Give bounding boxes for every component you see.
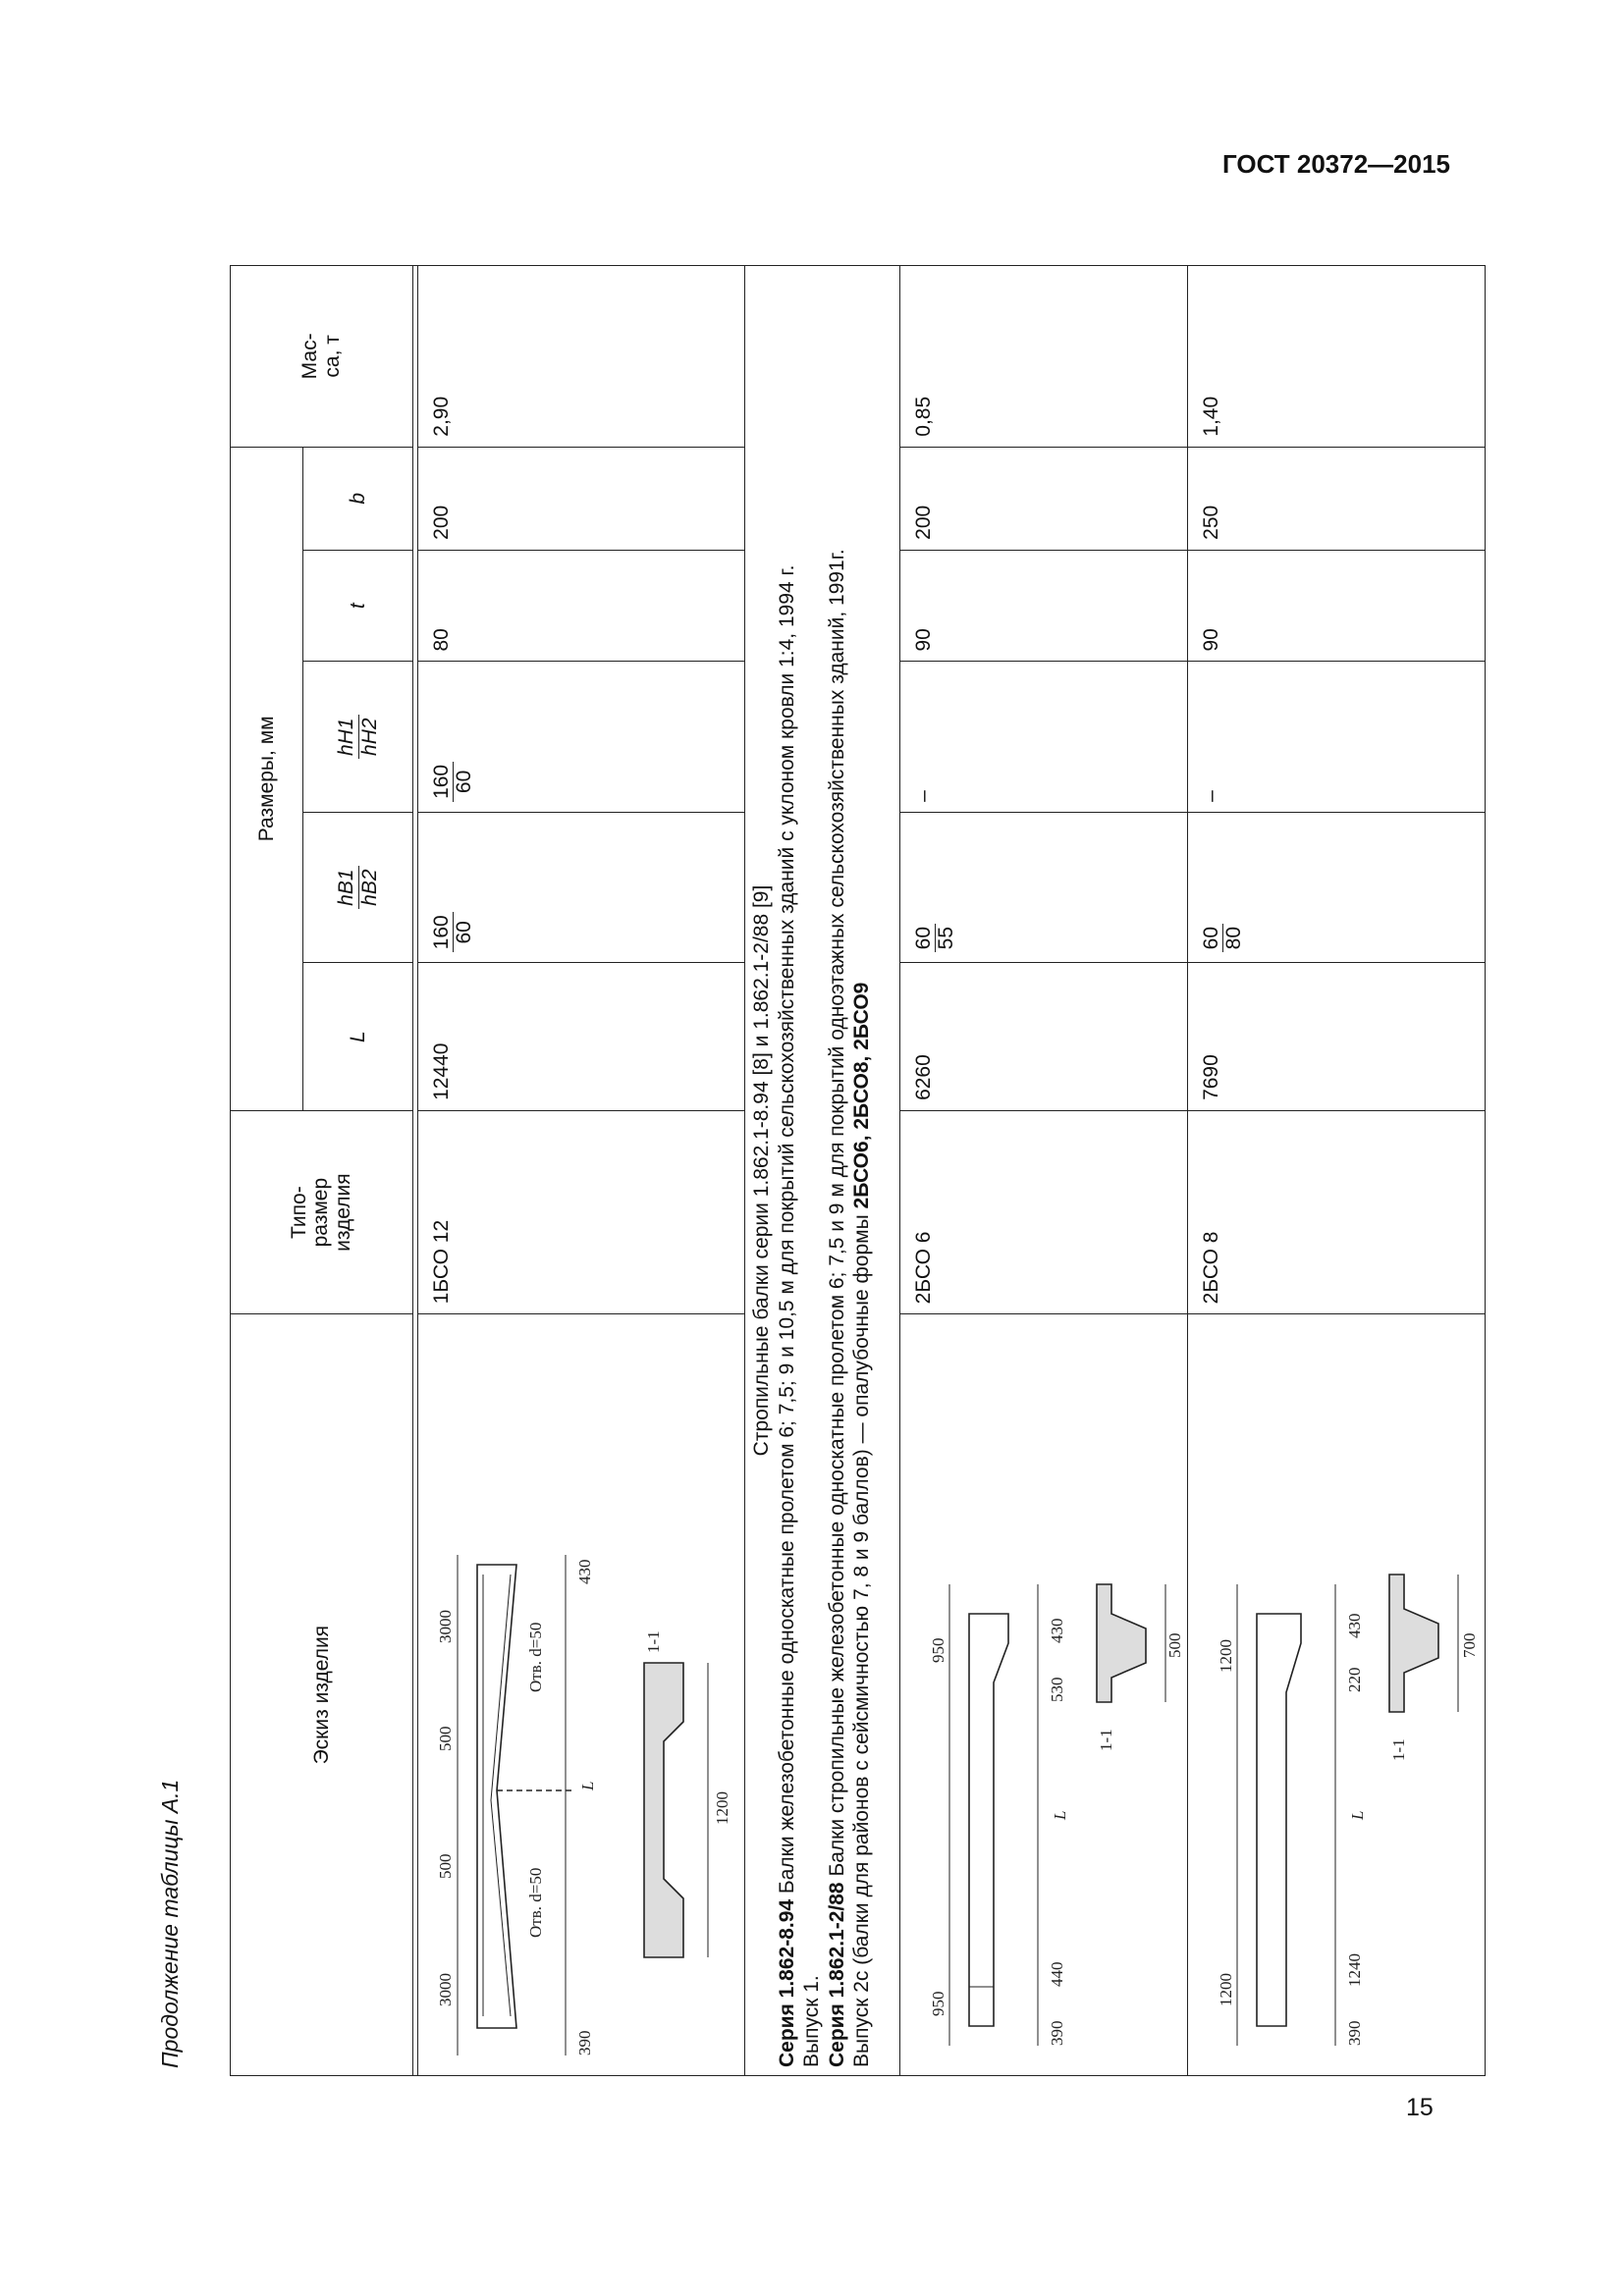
table-row [900,266,1188,2076]
b-cell: 200 [418,447,745,550]
col-header-dimensions: Размеры, мм [231,447,303,1110]
beam-sketch-2bso8 [1188,1539,1479,2075]
t-cell: 90 [900,550,1188,662]
sketch-cell-2bso6 [900,1314,1188,2076]
dim-label: 220 [1345,1667,1364,1692]
header-row-1 [231,266,303,2076]
beam-outline [1257,1614,1301,2026]
beam-outline [969,1614,1008,2026]
series-line-2: Выпуск 1. [800,1975,824,2067]
dim-label: 950 [929,1637,947,1663]
mass-cell: 1,40 [1188,266,1486,448]
table-row [418,266,745,2076]
section-1-1 [1097,1584,1146,1702]
section-1-1 [1389,1575,1438,1712]
dim-label: 1240 [1345,1953,1364,1987]
hole-label: Отв. d=50 [526,1867,545,1938]
hB-cell: 60 55 [900,812,1188,962]
dim-label: 3000 [436,1973,455,2006]
dim-label: 500 [436,1853,455,1879]
document-code: ГОСТ 20372—2015 [1222,149,1450,179]
sketch-cell-2bso8 [1188,1314,1486,2076]
col-header-sketch: Эскиз изделия [231,1314,413,2076]
col-header-b: b [303,447,413,550]
dim-label: 430 [575,1559,594,1584]
type-cell: 2БСО 8 [1188,1110,1486,1313]
series-line-3: Серия 1.862.1-2/88 Балки стропильные железобетонные односкатные пролетом 6; 7,5 и 9 м для покрытий одноэтажных сельскохозяйственных зданий, 1991г. [825,549,848,2067]
dim-label: 950 [929,1991,947,2016]
L-cell: 12440 [418,963,745,1111]
section-label: 1-1 [1097,1729,1115,1751]
dim-label: 3000 [436,1610,455,1643]
col-header-hB: hB1 hB2 [303,812,413,962]
section-width: 700 [1460,1632,1479,1658]
mass-cell: 2,90 [418,266,745,448]
beam-sketch-2bso6 [900,1539,1184,2075]
dim-label: 440 [1048,1961,1066,1987]
L-cell: 7690 [1188,963,1486,1111]
hole-label: Отв. d=50 [526,1622,545,1692]
length-label: L [1051,1810,1069,1820]
dim-label: 390 [1345,2020,1364,2046]
series-row [745,266,900,2076]
dim-label: 430 [1345,1613,1364,1638]
L-cell: 6260 [900,963,1188,1111]
b-cell: 200 [900,447,1188,550]
section-width: 1200 [713,1791,731,1825]
dim-label: 390 [1048,2020,1066,2046]
length-label: L [1348,1810,1367,1820]
series-description [745,266,900,2076]
hB-cell: 60 80 [1188,812,1486,962]
section-1-1 [644,1663,683,1957]
hH-cell: – [1188,662,1486,812]
dim-label: 1200 [1217,1639,1235,1673]
sketch-cell-1bso12 [418,1314,745,2076]
col-header-type: Типо- размер изделия [231,1110,413,1313]
series-line-4: Выпуск 2с (балки для районов с сейсмичностью 7, 8 и 9 баллов) — опалубочные формы 2БСО6, 2БСО8, 2БСО9 [850,982,874,2067]
section-label: 1-1 [1389,1738,1408,1761]
series-title: Стропильные балки серии 1.862.1-8.94 [8] и 1.862.1-2/88 [9] [750,884,773,1457]
dim-label: 430 [1048,1618,1066,1643]
products-table [230,265,1486,2076]
col-header-t: t [303,550,413,662]
col-header-mass: Мас- са, т [231,266,413,448]
col-header-L: L [303,963,413,1111]
section-label: 1-1 [644,1630,663,1653]
series-line-1: Серия 1.862-8.94 Балки железобетонные односкатные пролетом 6; 7,5; 9 и 10,5 м для покрытий сельскохозяйственных зданий с уклоном кровли 1:4, 1994 г. [775,564,798,2067]
dim-label: 530 [1048,1677,1066,1702]
hH-cell: – [900,662,1188,812]
dim-label: 390 [575,2030,594,2056]
length-label: L [578,1781,597,1790]
dim-label: 500 [436,1726,455,1751]
page-number: 15 [1406,2094,1434,2121]
hH-cell: 160 60 [418,662,745,812]
mass-cell: 0,85 [900,266,1188,448]
type-cell: 2БСО 6 [900,1110,1188,1313]
dim-label: 1200 [1217,1973,1235,2006]
b-cell: 250 [1188,447,1486,550]
t-cell: 90 [1188,550,1486,662]
rotated-table-block [151,265,1479,2076]
type-cell: 1БСО 12 [418,1110,745,1313]
section-width: 500 [1165,1632,1184,1658]
table-row [1188,266,1486,2076]
hB-cell: 160 60 [418,812,745,962]
table-caption: Продолжение таблицы А.1 [157,1779,183,2068]
col-header-hH: hH1 hH2 [303,662,413,812]
t-cell: 80 [418,550,745,662]
beam-sketch-1bso12 [418,1539,738,2075]
